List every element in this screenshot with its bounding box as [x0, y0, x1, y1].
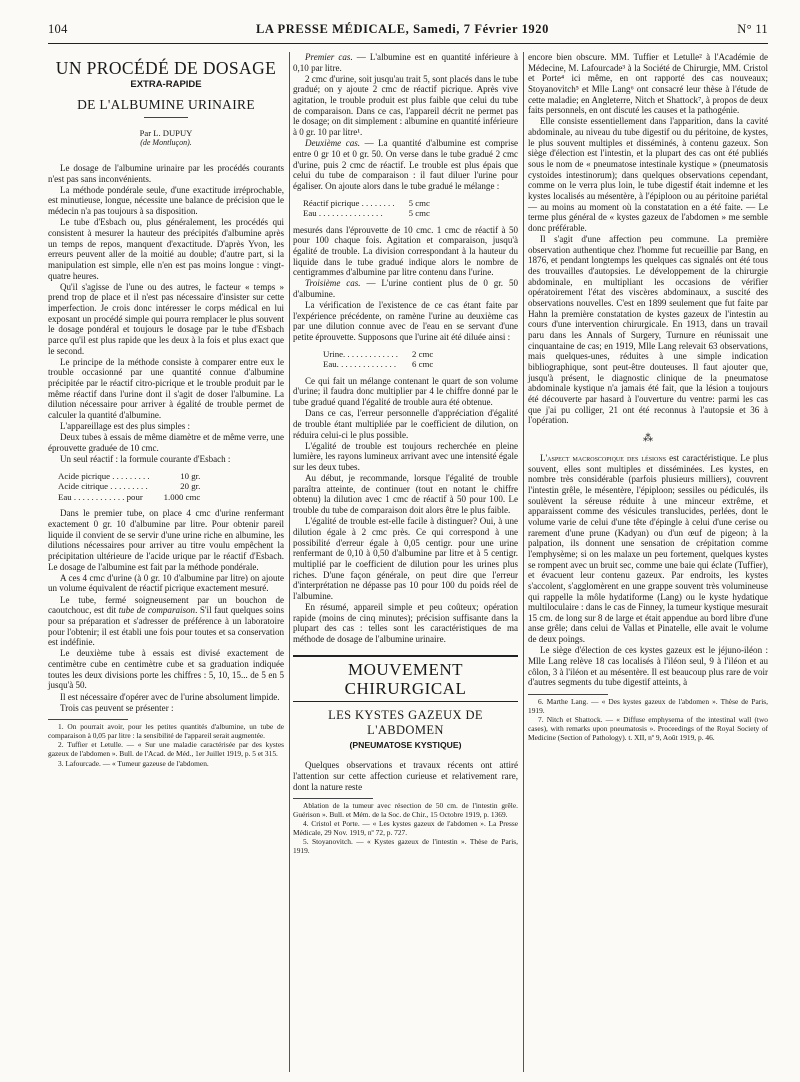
article-headline-sub: EXTRA-RAPIDE — [130, 79, 202, 90]
formula-qty: 2 cmc — [412, 348, 434, 359]
formula-row — [58, 492, 204, 503]
case-label: Troisième cas. — [305, 278, 361, 289]
formula-row — [58, 471, 204, 482]
byline-place: (de Montluçon). — [140, 138, 192, 148]
paragraph: encore bien obscure. MM. Tuffier et Letulle² à l'Académie de Médecine, M. Lafourcade³ à la Société de Chirurgie, MM. Cristol et Porte⁴ ici même, en ont rapporté des cas nouveaux; Stoyanovitch⁵ et Mlle Lang⁶ ont consacré leur thèse à l'étude de cette maladie; en Angleterre, Nitch et Shattock⁷, à propos de deux faits personnels, en ont discuté les causes et la pathogénie. — [528, 52, 768, 116]
text-run: — La quantité d'albumine est comprise entre 0 gr 10 et 0 gr. 50. On verse dans le tube gradué 2 cmc d'urine, puis 2 cmc de réactif. Le trouble est plus épais que celui du tube de comparaison : il faut diluer l'urine pour égaliser. On ajoute alors dans le tube gradué le mélange : — [293, 138, 518, 191]
formula-item: Eau . . . . . . . . . . . . . . . — [303, 208, 383, 219]
newspaper-title: LA PRESSE MÉDICALE, Samedi, 7 Février 1920 — [255, 22, 549, 36]
footnote-rule — [293, 798, 373, 799]
text-run: — L'urine contient plus de 0 gr. 50 d'albumine. — [293, 278, 518, 299]
paragraph — [528, 453, 768, 645]
paragraph: La vérification de l'existence de ce cas étant faite par l'expérience précédente, on ramène l'urine au deuxième cas par une dilution connue avec de l'eau en se servant d'une petite éprouvette. Supposons que l'urine ait été diluée ainsi : — [293, 300, 518, 343]
section-title: MOUVEMENT CHIRURGICAL — [344, 659, 467, 698]
asterism-separator: ⁂ — [643, 432, 653, 444]
paragraph — [48, 595, 284, 648]
paragraph: Un seul réactif : la formule courante d'Esbach : — [60, 454, 231, 465]
article-headline-2: DE L'ALBUMINE URINAIRE — [77, 96, 255, 112]
paragraph: L'égalité de trouble est toujours recherchée en pleine lumière, les rayons lumineux arrivant avec une intensité égale sur les deux tubes. — [293, 440, 518, 472]
case-label: Premier cas. — [305, 52, 353, 62]
paragraph: Le dosage de l'albumine urinaire par les procédés courants n'est pas sans inconvénients. — [48, 162, 284, 184]
footnote: 3. Lafourcade. — « Tumeur gazeuse de l'abdomen. — [58, 758, 209, 768]
formula-row — [303, 208, 434, 219]
article-headline: LES KYSTES GAZEUX DE L'ABDOMEN — [328, 707, 483, 737]
column-3 — [528, 52, 768, 743]
text-run: . S'il faut quelques soins pour sa préparation et s'adresser de préférence à un laboratoire pour l'obtenir; il est établi une fois pour toutes et sa conservation est indéfinie. — [48, 605, 284, 648]
paragraph: Il s'agit d'une affection peu commune. La première observation authentique chez l'homme fut recueillie par Bang, en 1876, et pendant longtemps les quelques cas signalés ont été tous des trouvailles d'autopsies. Le développement de la chirurgie abdominale, en multipliant les occasions de vérifier opératoirement l'état des viscères abdominaux, a suscité des observations nouvelles. C'est en 1899 seulement que fut faite par Hahn la première constatation de kystes gazeux de l'intestin au cours d'une intervention chirurgicale. En 1913, dans un travail paru dans les Annals of Surgery, Turnure en réunissait une cinquantaine de cas; en 1919, Mlle Lang relevait 63 observations, mais quelques-unes, réduites à une simple indication bibliographique, sont peut-être douteuses. Il faut ajouter que, jusqu'à présent, le diagnostic clinique de la pneumatose abdominale kystique n'a jamais été fait, que la lésion a toujours été découverte par hasard à l'ouverture du ventre: parmi les cas que j'ai pu colliger, 21 ont été reconnus à l'autopsie et 36 à l'opération. — [528, 234, 768, 426]
formula-item: Acide citrique . . . . . . . . . — [58, 481, 148, 492]
formula-qty: 5 cmc — [408, 197, 430, 208]
text-run: Le tube, fermé soigneusement par un bouchon de caoutchouc, est dit — [48, 594, 284, 616]
issue-number: N° 11 — [737, 22, 768, 36]
paragraph: Le tube d'Esbach ou, plus généralement, les procédés qui consistent à mesurer la hauteur des précipités d'albumine après un temps de repos, manquent d'exactitude. D'après Yvon, les erreurs peuvent aller de la moitié au double; d'autre part, si la manipulation est simple, elle n'en est pas moins longue : vingt-quatre heures. — [48, 217, 284, 281]
dilution-formula — [323, 349, 437, 370]
paragraph: 2 cmc d'urine, soit jusqu'au trait 5, sont placés dans le tube gradué; on y ajoute 2 cmc de réactif picrique. Après vive agitation, le trouble produit est plus faible que celui du tube de comparaison. Dans ce cas, l'appareil décrit ne permet pas le dosage; on dit simplement : albumine en quantité inférieure à 0 gr. 10 par litre¹. — [293, 73, 518, 138]
formula-row — [323, 349, 437, 360]
paragraph: Deux tubes à essais de même diamètre et de même verre, une éprouvette graduée de 10 cmc. — [48, 432, 284, 454]
footnote-rule — [48, 719, 128, 720]
paragraph: L'égalité de trouble est-elle facile à distinguer? Oui, à une dilution égale à 2 cmc près. Ce qui correspond à une possibilité d'erreur égale à 0,05 centigr. pour une urine renfermant de 0,10 à 0,50 d'albumine par litre et à 5 centigr. multiplié par le coefficient de dilution pour les urines plus riches. D'une façon générale, on peut dire que l'erreur d'interprétation ne dépasse pas 10 pour 100 du poids réel de l'albumine. — [293, 516, 518, 601]
footnote: 2. Tuffier et Letulle. — « Sur une maladie caractérisée par des kystes gazeux de l'abdomen ». Bull. de l'Acad. de Méd., 1er Juillet 1919, p. 5 et 315. — [48, 740, 284, 759]
italic-term: tube de comparaison — [118, 605, 196, 616]
article-subheadline: (PNEUMATOSE KYSTIQUE) — [349, 739, 462, 750]
formula-item: Eau . . . . . . . . . . . . pour — [58, 491, 143, 502]
paragraph: Quelques observations et travaux récents ont attiré l'attention sur cette affection curieuse et relativement rare, dont la nature reste — [293, 760, 518, 792]
text-run: est caractéristique. Le plus souvent, elles sont multiples et disséminées. Les kystes, en nombre très considérable (parfois plusieurs milliers), couvrent l'intestin grêle, le mésentère, l'épiploon; sessiles ou pédiculés, ils soulèvent la séreuse réduite à une minceur extrême, et apparaissent comme des vésicules translucides, perlées, dont le volume varie de celui d'une tête d'épingle à celui d'une cerise ou rarement d'une prune (Kadyan) ou d'un œuf de pigeon; à la palpation, ils donnent une sensation de crépitation comme l'emphysème; si on les malaxe un peu fortement, quelques kystes se rompent avec un bruit sec, comme une baie qui éclate (Tuffier), et évacuent leur contenu gazeux. Par endroits, les kystes s'accolent, s'agglomèrent en une grappe souvent très volumineuse qui rappelle la môle hydatiforme (Lang) ou le kyste hydatique multiloculaire : dans le cas de Finney, la tumeur kystique mesurait 15 cm. de long sur 8 de large et était appendue au bord libre d'une anse grêle; dans celui de Vallas et Pinatelle, elle avait le volume de deux poings. — [528, 452, 768, 645]
case-label: Deuxième cas. — [305, 138, 361, 149]
formula-qty: 20 gr. — [180, 481, 201, 492]
column-divider — [523, 52, 524, 1072]
footnote-rule — [528, 694, 608, 695]
formula-item: Acide picrique . . . . . . . . . — [58, 470, 150, 481]
mixture-formula — [303, 198, 434, 219]
reagent-formula — [58, 471, 204, 503]
article-headline: UN PROCÉDÉ DE DOSAGE — [55, 58, 277, 78]
column-2 — [293, 52, 518, 857]
paragraph: Trois cas peuvent se présenter : — [60, 702, 174, 713]
formula-row — [303, 198, 434, 209]
paragraph: Dans le premier tube, on place 4 cmc d'urine renfermant exactement 0 gr. 10 d'albumine par litre. Pour obtenir pareil liquide il convient de se servir d'une urine riche en albumine, les dilutions nécessaires pour arriver au titre voulu empêchent la précipitation ultérieure de l'acide urique par le réactif d'Esbach. Le dosage de l'albumine est fait par la méthode pondérale. — [48, 508, 284, 572]
divider — [144, 117, 188, 118]
paragraph: Au début, je recommande, lorsque l'égalité de trouble paraîtra atteinte, de continuer (tout en notant le chiffre obtenu) la dilution avec 1 cmc de réactif à 50 pour 100. Le trouble du tube de comparaison doit alors être le plus faible. — [293, 473, 518, 516]
formula-qty: 5 cmc — [408, 208, 430, 219]
paragraph — [293, 138, 518, 191]
column-1 — [48, 52, 284, 769]
page-number: 104 — [48, 22, 68, 36]
footnote: 5. Stoyanovitch. — « Kystes gazeux de l'intestin ». Thèse de Paris, 1919. — [293, 837, 518, 856]
paragraph: Le principe de la méthode consiste à comparer entre eux le trouble occasionné par une quantité connue d'albumine précipitée par le réactif citro-picrique et le trouble produit par le même réactif dans l'urine dont il s'agit de doser l'albumine. La dilution nécessaire pour arriver à égalité de trouble permet de calculer la quantité d'albumine. — [48, 356, 284, 421]
small-caps-lead: L'aspect macroscopique des lésions — [540, 452, 667, 463]
footnote: 1. On pourrait avoir, pour les petites quantités d'albumine, un tube de comparaison à 0,05 par litre : la sensibilité de l'appareil serait augmentée. — [48, 722, 284, 741]
paragraph: Dans ce cas, l'erreur personnelle d'appréciation d'égalité de trouble étant multipliée par le coefficient de dilution, on réduira celui-ci le plus possible. — [293, 408, 518, 440]
formula-qty: 1.000 cmc — [163, 491, 201, 502]
text-run: — L'albumine est en quantité inférieure à 0,10 par litre. — [293, 52, 518, 73]
footnote: 7. Nitch et Shattock. — « Diffuse emphysema of the intestinal wall (two cases), with remarks upon pneumatosis ». Proceedings of the Royal Society of Medicine (Section of Pathology). t. XII, nº 9, Août 1919, p. 46. — [528, 715, 768, 742]
paragraph: Qu'il s'agisse de l'une ou des autres, le facteur « temps » prend trop de place et il n'est pas nécessaire d'insister sur cette imperfection. Je crois donc intéresser le corps médical en lui exposant un procédé simple qui pourra remplacer le plus souvent le dosage pondéral et toujours le dosage par le tube d'Esbach parce qu'il est plus rapide que les deux à la fois et plus exact que le second. — [48, 281, 284, 356]
footnote: Ablation de la tumeur avec résection de 50 cm. de l'intestin grêle. Guérison ». Bull. et Mém. de la Soc. de Chir., 15 Octobre 1919, p. 1369. — [293, 801, 518, 820]
paragraph — [293, 52, 518, 73]
paragraph: Elle consiste essentiellement dans l'apparition, dans la cavité abdominale, au niveau du tube digestif ou du péritoine, de kystes, le plus souvent multiples et disséminés, à contenu gazeux. Son siège d'élection est l'intestin, et la plupart des cas ont été publiés sous le nom de « pneumatose intestinale kystique » (pneumatosis cystoides intestinorum); dans quelques observations cependant, comme on le verra plus loin, le tube digestif était indemne et les kystes localisés au mésentère, à l'épiploon ou au péritoine pariétal — au moins au moment où la constatation en a été faite. — Le terme plus général de « kystes gazeux de l'abdomen » me semble donc préférable. — [528, 116, 768, 233]
paragraph: Il est nécessaire d'opérer avec de l'urine absolument limpide. — [60, 691, 280, 702]
paragraph: La méthode pondérale seule, d'une exactitude irréprochable, est minutieuse, longue, nécessite une balance de précision que le médecin n'a pas toujours à sa disposition. — [48, 184, 284, 217]
formula-item: Urine. . . . . . . . . . . . . — [323, 348, 399, 359]
column-divider — [289, 52, 290, 1072]
section-header-box — [293, 655, 518, 702]
footnote: 4. Cristol et Porte. — « Les kystes gazeux de l'abdomen ». La Presse Médicale, 29 Nov. 1919, nº 72, p. 727. — [293, 819, 518, 838]
paragraph — [293, 278, 518, 299]
byline: Par L. DUPUY — [139, 127, 193, 138]
paragraph: En résumé, appareil simple et peu coûteux; opération rapide (moins de cinq minutes); précision suffisante dans la plupart des cas : telles sont les caractéristiques de ma méthode de dosage de l'albumine urinaire. — [293, 602, 518, 644]
footnote: 6. Marthe Lang. — « Des kystes gazeux de l'abdomen ». Thèse de Paris, 1919. — [528, 696, 768, 715]
formula-row — [58, 481, 204, 492]
formula-item: Eau. . . . . . . . . . . . . . — [323, 359, 397, 370]
formula-qty: 10 gr. — [180, 470, 201, 481]
paragraph: A ces 4 cmc d'urine (à 0 gr. 10 d'albumine par litre) on ajoute un volume équivalent de réactif picrique exactement mesuré. — [48, 572, 284, 594]
formula-qty: 6 cmc — [412, 359, 434, 370]
paragraph: Ce qui fait un mélange contenant le quart de son volume d'urine; il faudra donc multiplier par 4 le chiffre donné par le tube gradué quand l'égalité de trouble aura été obtenue. — [293, 375, 518, 408]
paragraph: mesurés dans l'éprouvette de 10 cmc. 1 cmc de réactif à 50 pour 100 chaque fois. Agitation et comparaison, jusqu'à égalité de trouble. La division correspondant à la hauteur du liquide dans le tube gradué indique alors le nombre de centigrammes d'albumine par litre contenu dans l'urine. — [293, 224, 518, 278]
formula-row — [323, 359, 437, 370]
masthead — [48, 22, 768, 44]
paragraph: L'appareillage est des plus simples : — [60, 421, 191, 432]
paragraph: Le siège d'élection de ces kystes gazeux est le jéjuno-iléon : Mlle Lang relève 18 cas localisés à l'iléon seul, 9 à l'iléon et au côlon, 3 à l'iléon et au mésentère. Il est beaucoup plus rare de voir d'autres segments du tube digestif atteints, à — [528, 645, 768, 688]
formula-item: Réactif picrique . . . . . . . . — [303, 197, 395, 208]
paragraph: Le deuxième tube à essais est divisé exactement de centimètre cube en centimètre cube et sa graduation indiquée toutes les deux divisions porte les chiffres : 5, 10, 15... de 5 en 5 jusqu'à 50. — [48, 648, 284, 691]
